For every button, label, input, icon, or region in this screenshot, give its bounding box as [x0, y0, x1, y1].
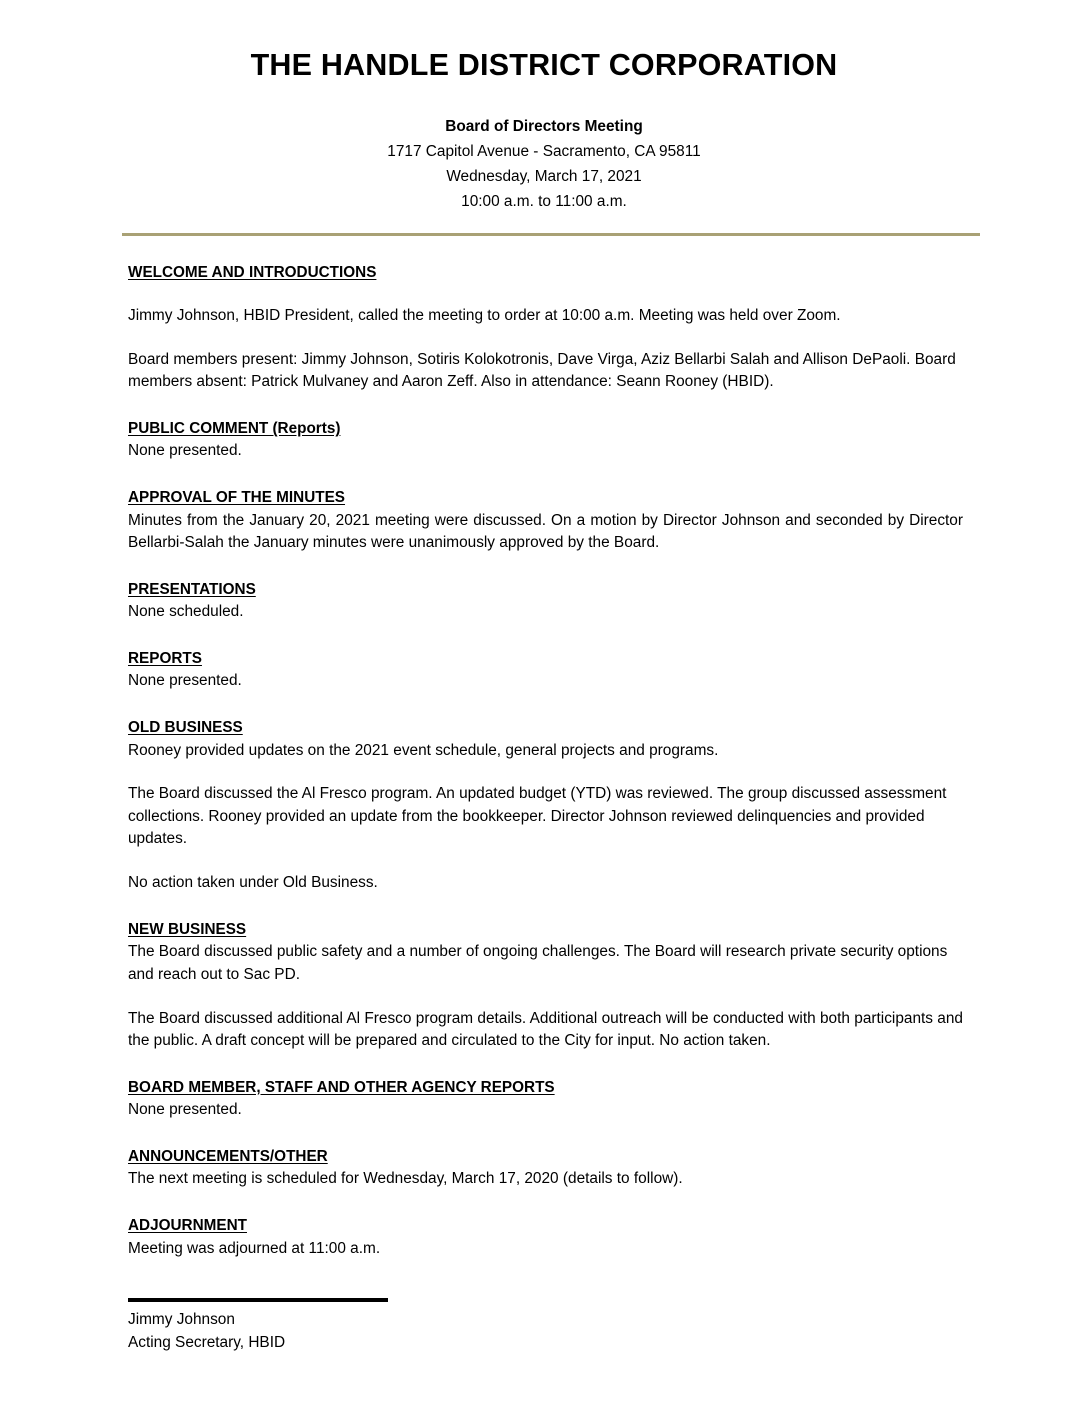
meeting-address: 1717 Capitol Avenue - Sacramento, CA 95811: [387, 143, 701, 161]
section-gap: [128, 895, 963, 919]
section-paragraph: None presented.: [128, 672, 242, 690]
meeting-time: 10:00 a.m. to 11:00 a.m.: [461, 193, 627, 211]
section-paragraph: The Board discussed the Al Fresco program. An updated budget (YTD) was reviewed. The group discussed assessment collections. Rooney provided an update from the bookkeeper. Director Johnson reviewed delinquencies and provided updates.: [128, 785, 947, 848]
signature-block: [0, 1298, 1088, 1354]
section-heading: OLD BUSINESS: [128, 719, 243, 737]
section-heading: PRESENTATIONS: [128, 580, 256, 598]
signature-name: Jimmy Johnson: [128, 1311, 235, 1329]
section: [128, 717, 963, 895]
section: [128, 648, 963, 693]
section-paragraph: Rooney provided updates on the 2021 event schedule, general projects and programs.: [128, 741, 719, 759]
section-gap: [128, 1191, 963, 1215]
section-heading: WELCOME AND INTRODUCTIONS: [128, 263, 377, 281]
section-heading: NEW BUSINESS: [128, 920, 247, 938]
section: [128, 579, 963, 624]
section-gap: [128, 394, 963, 418]
section-paragraph: The next meeting is scheduled for Wednesday, March 17, 2020 (details to follow).: [128, 1170, 683, 1188]
section-gap: [128, 693, 963, 717]
section: [128, 919, 963, 1053]
paragraph-gap: [128, 851, 963, 872]
section-heading: PUBLIC COMMENT (Reports): [128, 419, 341, 437]
section: [128, 418, 963, 463]
meeting-date: Wednesday, March 17, 2021: [446, 168, 642, 186]
signature-role: Acting Secretary, HBID: [128, 1333, 286, 1351]
signature-line: [128, 1298, 388, 1302]
paragraph-gap: [128, 987, 963, 1008]
section-gap: [128, 1122, 963, 1146]
section-heading: REPORTS: [128, 649, 202, 667]
section: [128, 487, 963, 555]
document-header: [0, 0, 1088, 215]
section: [128, 1215, 963, 1260]
section-paragraph: Minutes from the January 20, 2021 meeting were discussed. On a motion by Director Johnson and seconded by Director Bellarbi-Salah the January minutes were unanimously approved by the Board.: [128, 511, 963, 552]
section-paragraph: None presented.: [128, 442, 242, 460]
section-gap: [128, 555, 963, 579]
section-heading: APPROVAL OF THE MINUTES: [128, 489, 346, 507]
document-body: [0, 262, 1088, 1261]
paragraph-gap: [128, 762, 963, 783]
section: [128, 1077, 963, 1122]
section-paragraph: The Board discussed additional Al Fresco program details. Additional outreach will be conducted with both participants and the public. A draft concept will be prepared and circulated to the City for input. No action taken.: [128, 1009, 963, 1050]
header-divider-wrapper: [0, 233, 1088, 236]
section-heading: BOARD MEMBER, STAFF AND OTHER AGENCY REPORTS: [128, 1078, 555, 1096]
section-paragraph: Board members present: Jimmy Johnson, Sotiris Kolokotronis, Dave Virga, Aziz Bellarbi Salah and Allison DePaoli. Board members absent: Patrick Mulvaney and Aaron Zeff. Also in attendance: Seann Rooney (HBID).: [128, 350, 956, 391]
section-paragraph: Jimmy Johnson, HBID President, called the meeting to order at 10:00 a.m. Meeting was held over Zoom.: [128, 306, 841, 324]
heading-gap: [128, 284, 963, 305]
header-divider: [122, 233, 980, 236]
section: [128, 262, 963, 394]
section-heading: ANNOUNCEMENTS/OTHER: [128, 1147, 328, 1165]
meeting-info-block: [0, 114, 1088, 214]
section-gap: [128, 1053, 963, 1077]
section-paragraph: None presented.: [128, 1101, 242, 1119]
section-gap: [128, 463, 963, 487]
section-paragraph: Meeting was adjourned at 11:00 a.m.: [128, 1239, 381, 1257]
section-gap: [128, 624, 963, 648]
section-paragraph: No action taken under Old Business.: [128, 874, 378, 892]
document-title: THE HANDLE DISTRICT CORPORATION: [250, 48, 838, 82]
section: [128, 1146, 963, 1191]
meeting-type: Board of Directors Meeting: [445, 118, 643, 136]
section-paragraph: None scheduled.: [128, 603, 244, 621]
paragraph-gap: [128, 328, 963, 349]
section-heading: ADJOURNMENT: [128, 1217, 247, 1235]
section-paragraph: The Board discussed public safety and a number of ongoing challenges. The Board will research private security options and reach out to Sac PD.: [128, 943, 948, 983]
